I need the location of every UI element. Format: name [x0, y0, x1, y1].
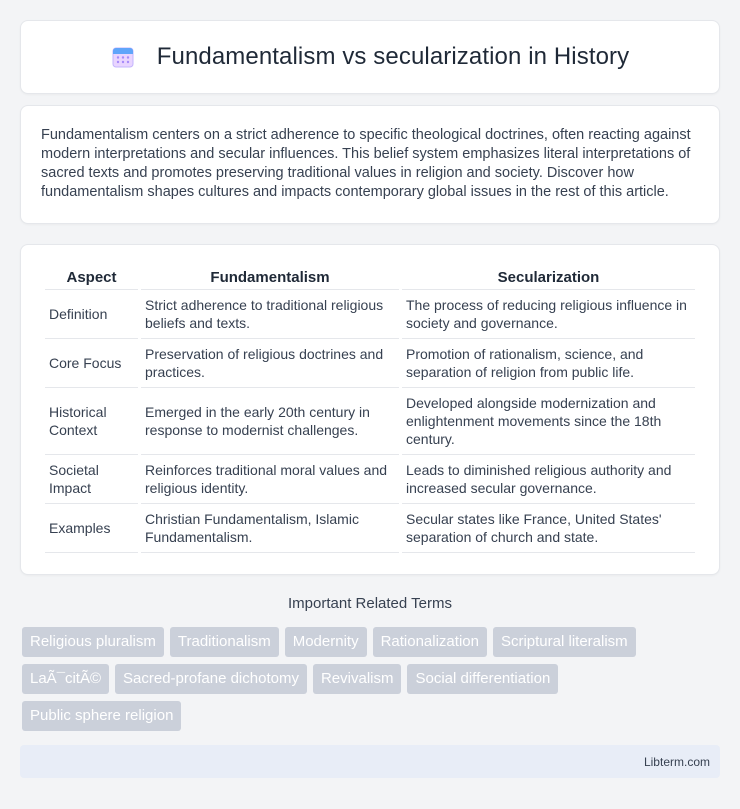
related-terms-heading: Important Related Terms [288, 595, 452, 612]
intro-paragraph: Fundamentalism centers on a strict adherence to specific theological doctrines, often reacting against modern interpretations and secular influences. This belief system emphasizes literal interpretations of sacred texts and promotes preserving traditional values in religion and society. Discover how fundamentalism shapes cultures and impacts contemporary global issues in the rest of this article. [41, 127, 691, 200]
table-cell-secularization: The process of reducing religious influence in society and governance. [402, 290, 695, 339]
related-term-tag[interactable]: Sacred-profane dichotomy [115, 664, 307, 694]
footer-site-link[interactable]: Libterm.com [643, 754, 710, 769]
related-term-tag[interactable]: Religious pluralism [22, 627, 164, 657]
related-term-tag[interactable]: Social differentiation [407, 664, 558, 694]
column-header-fundamentalism: Fundamentalism [141, 265, 399, 290]
comparison-table-card [20, 244, 720, 575]
table-cell-secularization: Leads to diminished religious authority and increased secular governance. [402, 455, 695, 504]
table-cell-fundamentalism: Emerged in the early 20th century in response to modernist challenges. [141, 388, 399, 455]
table-cell-fundamentalism: Preservation of religious doctrines and practices. [141, 339, 399, 388]
table-cell-aspect: Historical Context [45, 388, 138, 455]
table-header-row [45, 265, 695, 290]
column-header-secularization: Secularization [402, 265, 695, 290]
related-terms-list [22, 627, 722, 731]
table-cell-fundamentalism: Strict adherence to traditional religious beliefs and texts. [141, 290, 399, 339]
table-cell-aspect: Definition [45, 290, 138, 339]
related-term-tag[interactable]: Scriptural literalism [493, 627, 636, 657]
related-term-tag[interactable]: Traditionalism [170, 627, 279, 657]
table-row [45, 388, 695, 455]
related-term-tag[interactable]: LaÃ¯citÃ© [22, 664, 109, 694]
comparison-table [42, 265, 698, 553]
table-cell-secularization: Promotion of rationalism, science, and separation of religion from public life. [402, 339, 695, 388]
table-cell-fundamentalism: Christian Fundamentalism, Islamic Fundamentalism. [141, 504, 399, 553]
related-term-tag[interactable]: Public sphere religion [22, 701, 181, 731]
table-cell-secularization: Developed alongside modernization and enlightenment movements since the 18th century. [402, 388, 695, 455]
table-cell-aspect: Societal Impact [45, 455, 138, 504]
table-cell-aspect: Examples [45, 504, 138, 553]
related-term-tag[interactable]: Revivalism [313, 664, 402, 694]
footer [20, 745, 720, 778]
page-title: Fundamentalism vs secularization in History [156, 43, 630, 70]
table-cell-secularization: Secular states like France, United States' separation of church and state. [402, 504, 695, 553]
table-cell-fundamentalism: Reinforces traditional moral values and religious identity. [141, 455, 399, 504]
table-row [45, 455, 695, 504]
title-card [20, 20, 720, 94]
column-header-aspect: Aspect [45, 265, 138, 290]
table-row [45, 290, 695, 339]
related-term-tag[interactable]: Modernity [285, 627, 367, 657]
table-cell-aspect: Core Focus [45, 339, 138, 388]
related-term-tag[interactable]: Rationalization [373, 627, 487, 657]
table-row [45, 339, 695, 388]
intro-card [20, 105, 720, 224]
table-row [45, 504, 695, 553]
calendar-icon [111, 45, 135, 69]
